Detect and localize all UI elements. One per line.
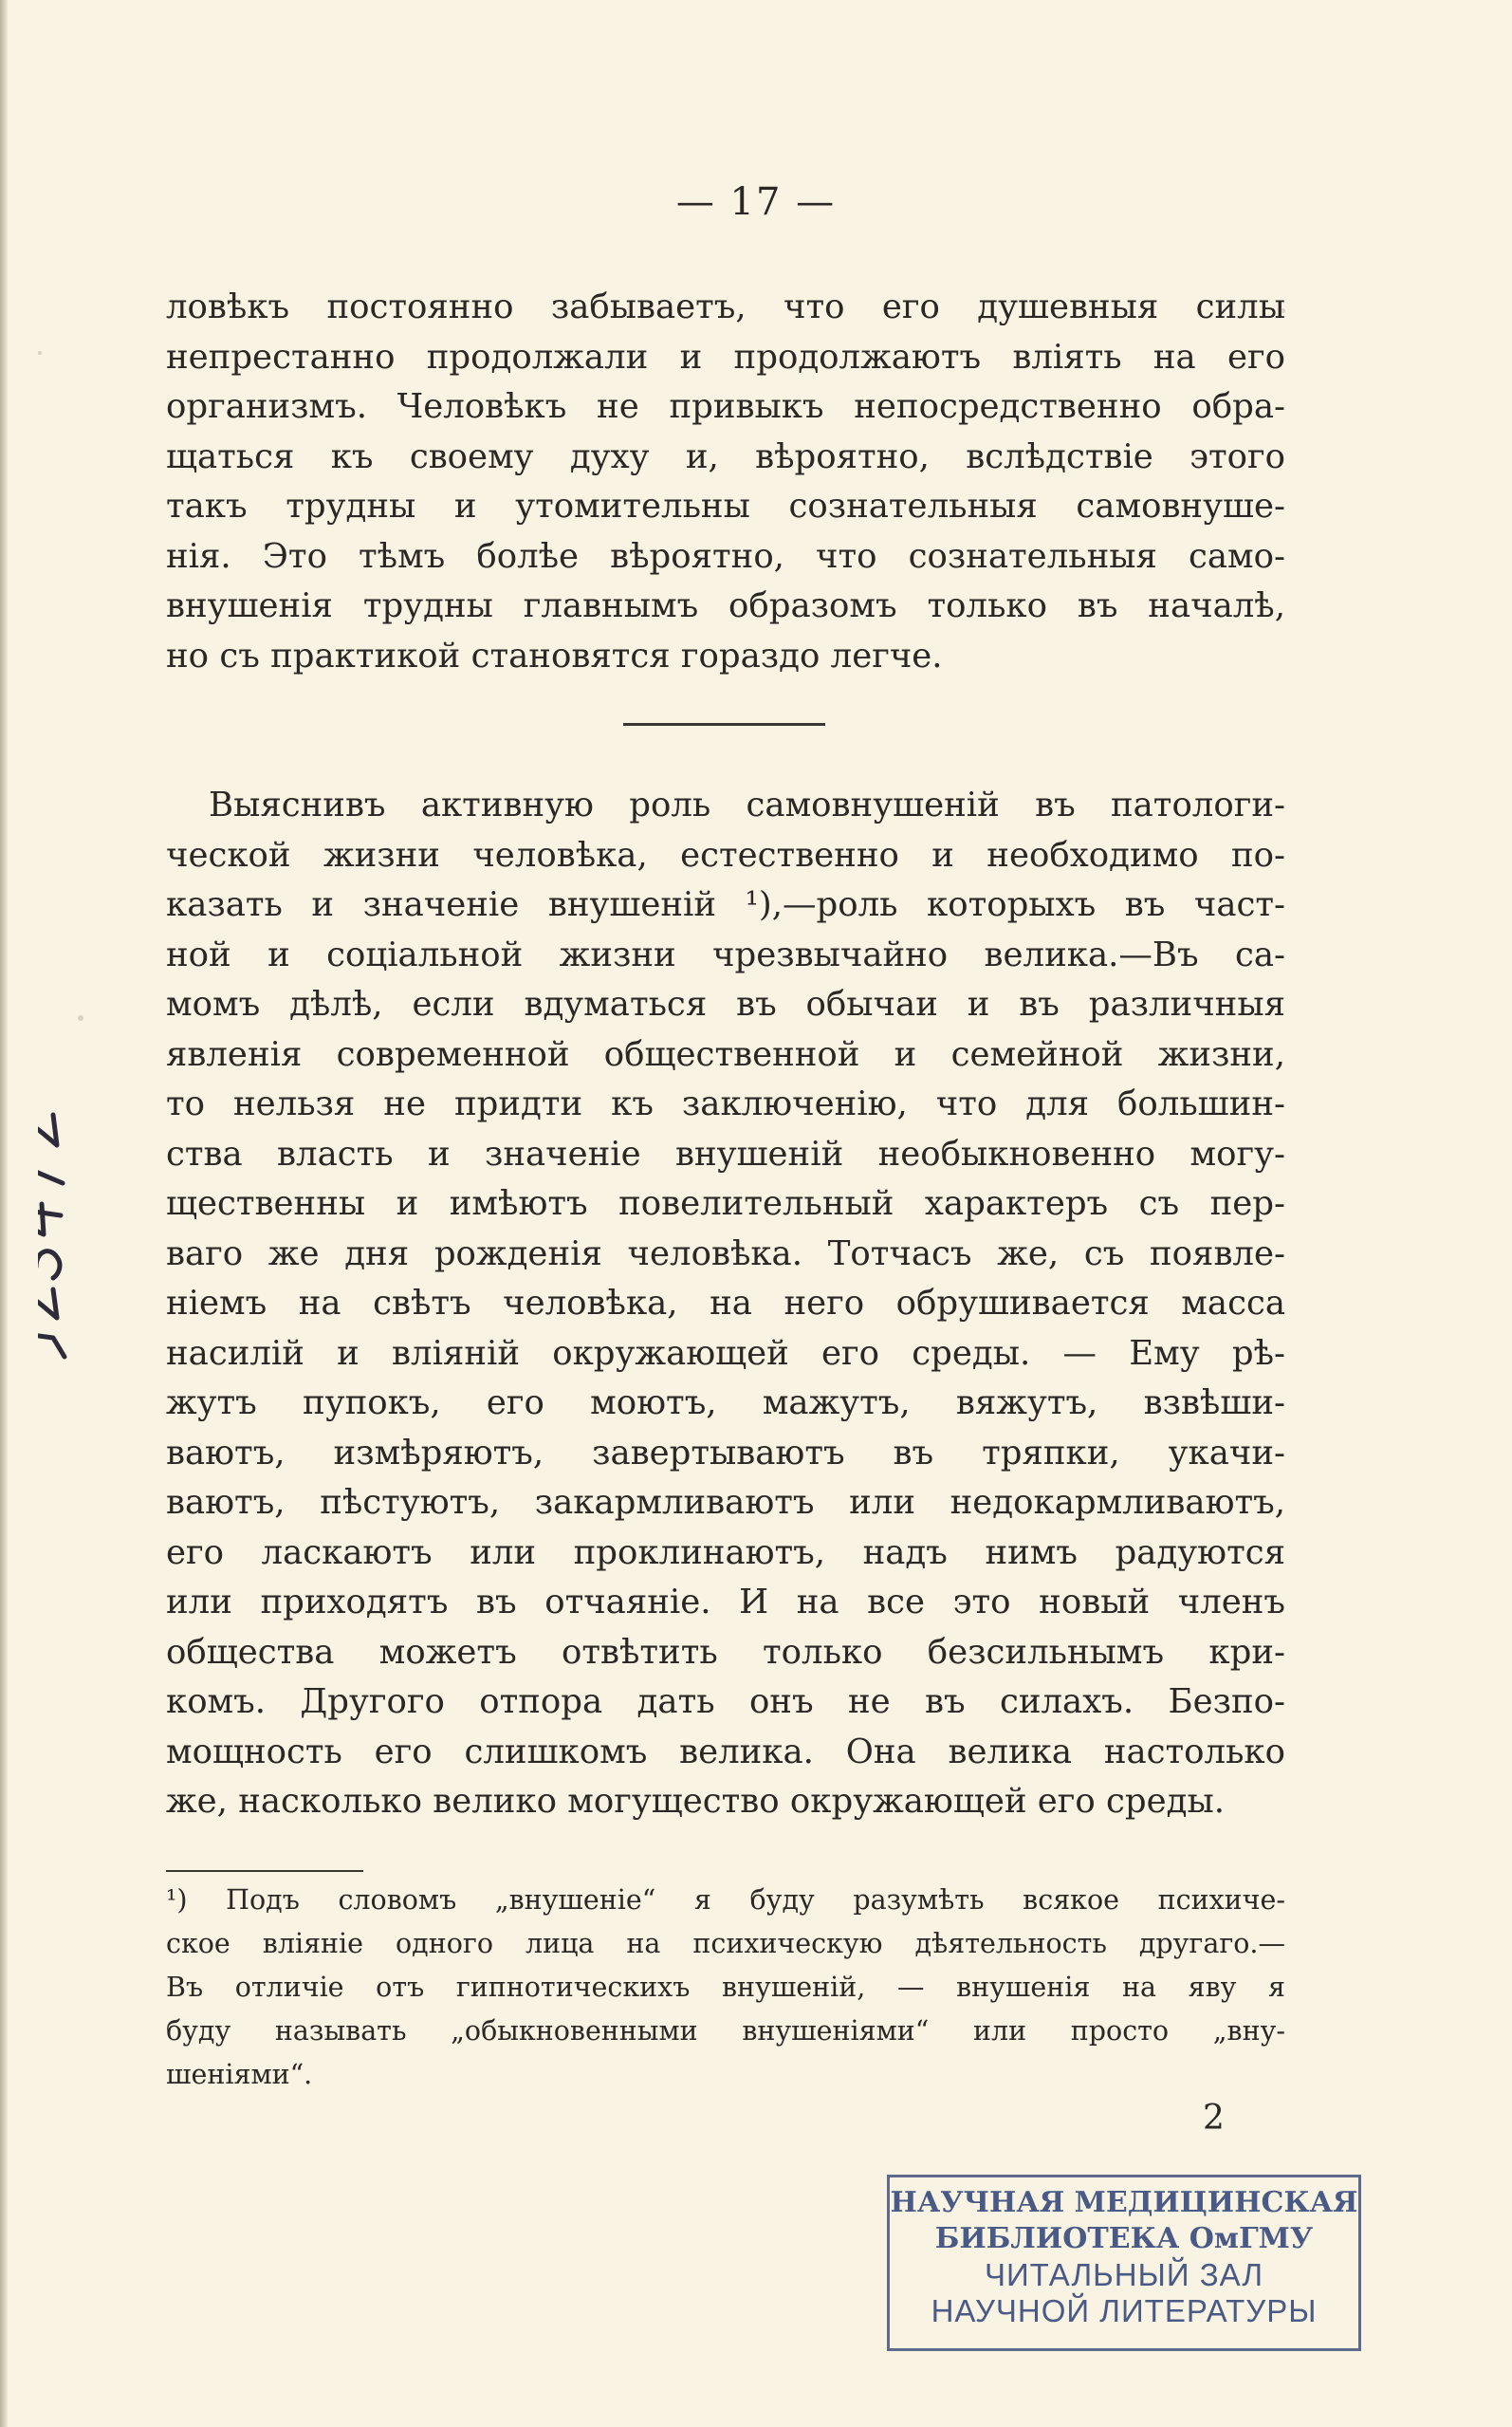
paragraph2-line: явленія современной общественной и семейной жизни, — [166, 1034, 1285, 1074]
section-separator — [623, 723, 825, 726]
paragraph-continuation — [166, 283, 1285, 681]
stamp-line-3: ЧИТАЛЬНЫЙ ЗАЛ — [984, 2257, 1264, 2292]
paragraph-main — [166, 781, 1285, 1827]
paragraph2-line: насилій и вліяній окружающей его среды. — Ему рѣ- — [166, 1333, 1285, 1373]
signature-mark: 2 — [1203, 2099, 1225, 2138]
paragraph1-line: нія. Это тѣмъ болѣе вѣроятно, что сознательныя само- — [166, 536, 1285, 576]
paragraph2-line: момъ дѣлѣ, если вдуматься въ обычаи и въ различныя — [166, 985, 1285, 1024]
handwritten-inventory-number — [38, 1044, 123, 1366]
paragraph2-line: то нельзя не придти къ заключенію, что для большин- — [166, 1084, 1285, 1123]
paragraph2-line: щественны и имѣютъ повелительный характеръ съ пер- — [166, 1184, 1285, 1223]
paragraph2-line: общества можетъ отвѣтить только безсильнымъ кри- — [166, 1632, 1285, 1672]
paragraph1-line: но съ практикой становятся гораздо легче. — [166, 636, 943, 676]
footnote-line: ¹) Подъ словомъ „внушеніе“ я буду разумѣть всякое психиче- — [166, 1884, 1285, 1916]
paragraph2-line: Выяснивъ активную роль самовнушеній въ патологи- — [209, 786, 1285, 824]
paragraph1-line: внушенія трудны главнымъ образомъ только въ началѣ, — [166, 586, 1285, 625]
footnote-line: ское вліяніе одного лица на психическую дѣятельность другаго.— — [166, 1928, 1285, 1959]
footnote-rule — [166, 1870, 363, 1872]
page-number: — 17 — — [675, 180, 837, 224]
paragraph2-line: или приходятъ въ отчаяніе. И на все это новый членъ — [166, 1583, 1285, 1621]
footnote-line: шеніями“. — [166, 2059, 313, 2090]
paragraph2-line: ваютъ, пѣстуютъ, закармливаютъ или недокармливаютъ, — [166, 1483, 1285, 1522]
paragraph1-line: ловѣкъ постоянно забываетъ, что его душевныя силы — [166, 287, 1285, 326]
stamp-line-4: НАУЧНОЙ ЛИТЕРАТУРЫ — [931, 2293, 1318, 2328]
paragraph2-line: ства власть и значеніе внушеній необыкновенно могу- — [166, 1134, 1285, 1174]
paper-speck — [38, 351, 42, 355]
paper-speck — [1281, 308, 1285, 313]
paragraph1-line: организмъ. Человѣкъ не привыкъ непосредственно обра- — [166, 387, 1285, 426]
paragraph2-line: ваго же дня рожденія человѣка. Тотчасъ же, съ появле- — [166, 1233, 1285, 1273]
footnote-line: Въ отличіе отъ гипнотическихъ внушеній, — внушенія на яву я — [166, 1972, 1285, 2003]
paragraph2-line: казать и значеніе внушеній ¹),—роль которыхъ въ част- — [166, 885, 1285, 924]
page-edge — [0, 0, 8, 2427]
stamp-line-2: БИБЛИОТЕКА ОмГМУ — [934, 2222, 1314, 2255]
paragraph1-line: щаться къ своему духу и, вѣроятно, вслѣдствіе этого — [166, 436, 1285, 476]
paragraph2-line: комъ. Другого отпора дать онъ не въ силахъ. Безпо- — [166, 1682, 1285, 1721]
paragraph2-line: мощность его слишкомъ велика. Она велика настолько — [166, 1732, 1285, 1771]
paragraph2-line: же, насколько велико могущество окружающей его среды. — [166, 1782, 1226, 1821]
paragraph2-line: ваютъ, измѣряютъ, завертываютъ въ тряпки, укачи- — [166, 1433, 1285, 1473]
footnote — [166, 1879, 1285, 2097]
footnote-line: буду называть „обыкновенными внушеніями“ или просто „вну- — [166, 2015, 1285, 2047]
paragraph2-line: ной и соціальной жизни чрезвычайно велика.—Въ са- — [166, 935, 1285, 974]
paragraph1-line: такъ трудны и утомительны сознательныя самовнуше- — [166, 487, 1285, 526]
paper-speck — [78, 1015, 83, 1021]
paragraph2-line: ческой жизни человѣка, естественно и необходимо по- — [166, 835, 1285, 875]
paragraph1-line: непрестанно продолжали и продолжаютъ вліять на его — [166, 337, 1285, 377]
paragraph2-line: ніемъ на свѣтъ человѣка, на него обрушивается масса — [166, 1284, 1285, 1323]
paragraph2-line: его ласкаютъ или проклинаютъ, надъ нимъ радуются — [166, 1532, 1285, 1572]
library-stamp — [887, 2175, 1361, 2351]
paragraph2-line: жутъ пупокъ, его моютъ, мажутъ, вяжутъ, взвѣши- — [166, 1383, 1285, 1422]
stamp-line-1: НАУЧНАЯ МЕДИЦИНСКАЯ — [890, 2186, 1358, 2219]
